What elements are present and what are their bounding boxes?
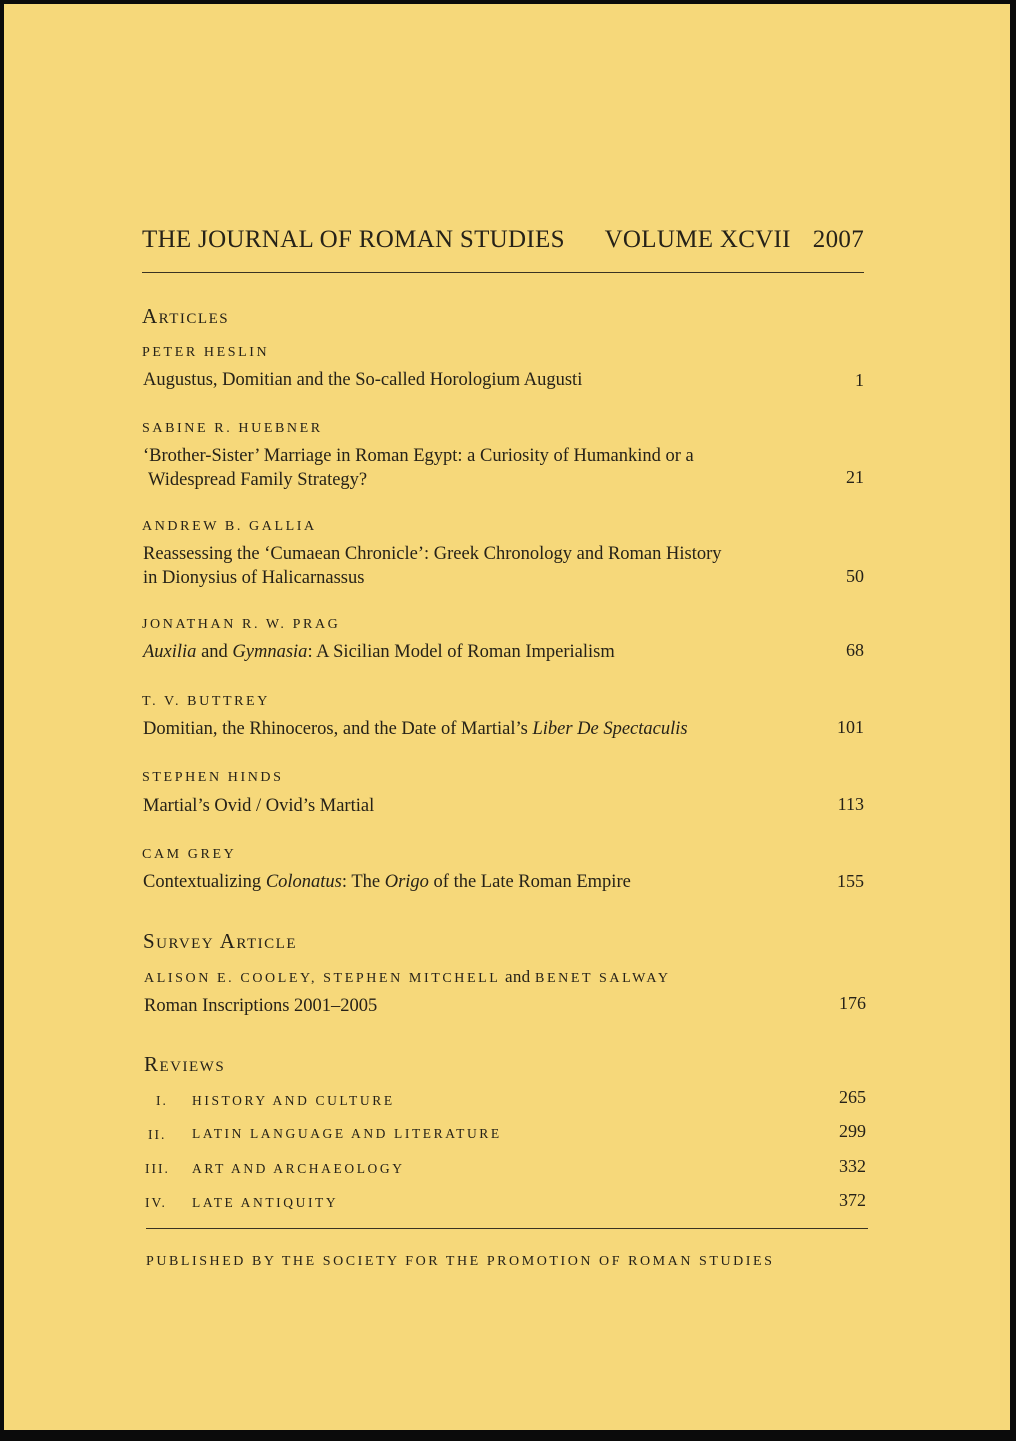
survey-authors: ALISON E. COOLEY, STEPHEN MITCHELL and BENET SALWAY (144, 967, 671, 986)
journal-masthead (142, 226, 864, 254)
review-section-number: III. (145, 1161, 170, 1176)
review-section-page: 332 (839, 1156, 866, 1176)
reviews-heading: Reviews (144, 1052, 226, 1076)
survey-title: Roman Inscriptions 2001–2005 (144, 996, 378, 1016)
article-author: STEPHEN HINDS (142, 770, 284, 785)
article-title-continued: in Dionysius of Halicarnassus (143, 568, 365, 588)
survey-heading: Survey Article (143, 929, 297, 953)
review-section-label: HISTORY AND CULTURE (192, 1093, 395, 1108)
volume-number: VOLUME XCVII (604, 226, 791, 253)
review-section-number: I. (156, 1093, 168, 1108)
article-title: Augustus, Domitian and the So-called Horologium Augusti (143, 370, 583, 390)
article-title: Martial’s Ovid / Ovid’s Martial (143, 796, 375, 816)
article-author: JONATHAN R. W. PRAG (142, 617, 341, 632)
article-page: 1 (855, 370, 864, 390)
articles-heading: Articles (142, 304, 230, 328)
review-section-page: 299 (839, 1121, 866, 1141)
article-title: Domitian, the Rhinoceros, and the Date of Martial’s Liber De Spectaculis (143, 719, 688, 739)
article-author: ANDREW B. GALLIA (142, 519, 317, 534)
article-author: T. V. BUTTREY (142, 694, 270, 709)
review-section-label: LATE ANTIQUITY (192, 1195, 339, 1210)
article-author: PETER HESLIN (142, 345, 270, 360)
bottom-divider (146, 1228, 868, 1229)
article-author: CAM GREY (142, 847, 237, 862)
article-page: 21 (846, 467, 864, 487)
article-page: 113 (837, 794, 864, 814)
volume-year (583, 226, 864, 254)
article-page: 101 (837, 717, 864, 737)
survey-page: 176 (839, 993, 866, 1013)
article-title: Contextualizing Colonatus: The Origo of the Late Roman Empire (143, 872, 631, 892)
review-section-number: IV. (145, 1195, 167, 1210)
article-author: SABINE R. HUEBNER (142, 421, 323, 436)
article-title: Auxilia and Gymnasia: A Sicilian Model of Roman Imperialism (143, 642, 615, 662)
article-page: 68 (846, 640, 864, 660)
review-section-label: LATIN LANGUAGE AND LITERATURE (192, 1126, 502, 1141)
article-page: 50 (846, 566, 864, 586)
journal-back-cover (4, 4, 1010, 1430)
publication-year: 2007 (812, 226, 864, 253)
review-section-page: 372 (839, 1190, 866, 1210)
top-divider (142, 272, 864, 273)
article-page: 155 (837, 871, 864, 891)
article-title-continued: Widespread Family Strategy? (148, 470, 368, 490)
article-title: Reassessing the ‘Cumaean Chronicle’: Greek Chronology and Roman History (143, 544, 722, 564)
review-section-page: 265 (839, 1087, 866, 1107)
review-section-number: II. (148, 1127, 167, 1142)
article-title: ‘Brother-Sister’ Marriage in Roman Egypt: a Curiosity of Humankind or a (143, 446, 694, 466)
journal-name: THE JOURNAL OF ROMAN STUDIES (142, 226, 565, 253)
review-section-label: ART AND ARCHAEOLOGY (192, 1161, 405, 1176)
publisher-line: PUBLISHED BY THE SOCIETY FOR THE PROMOTION OF ROMAN STUDIES (146, 1254, 775, 1269)
